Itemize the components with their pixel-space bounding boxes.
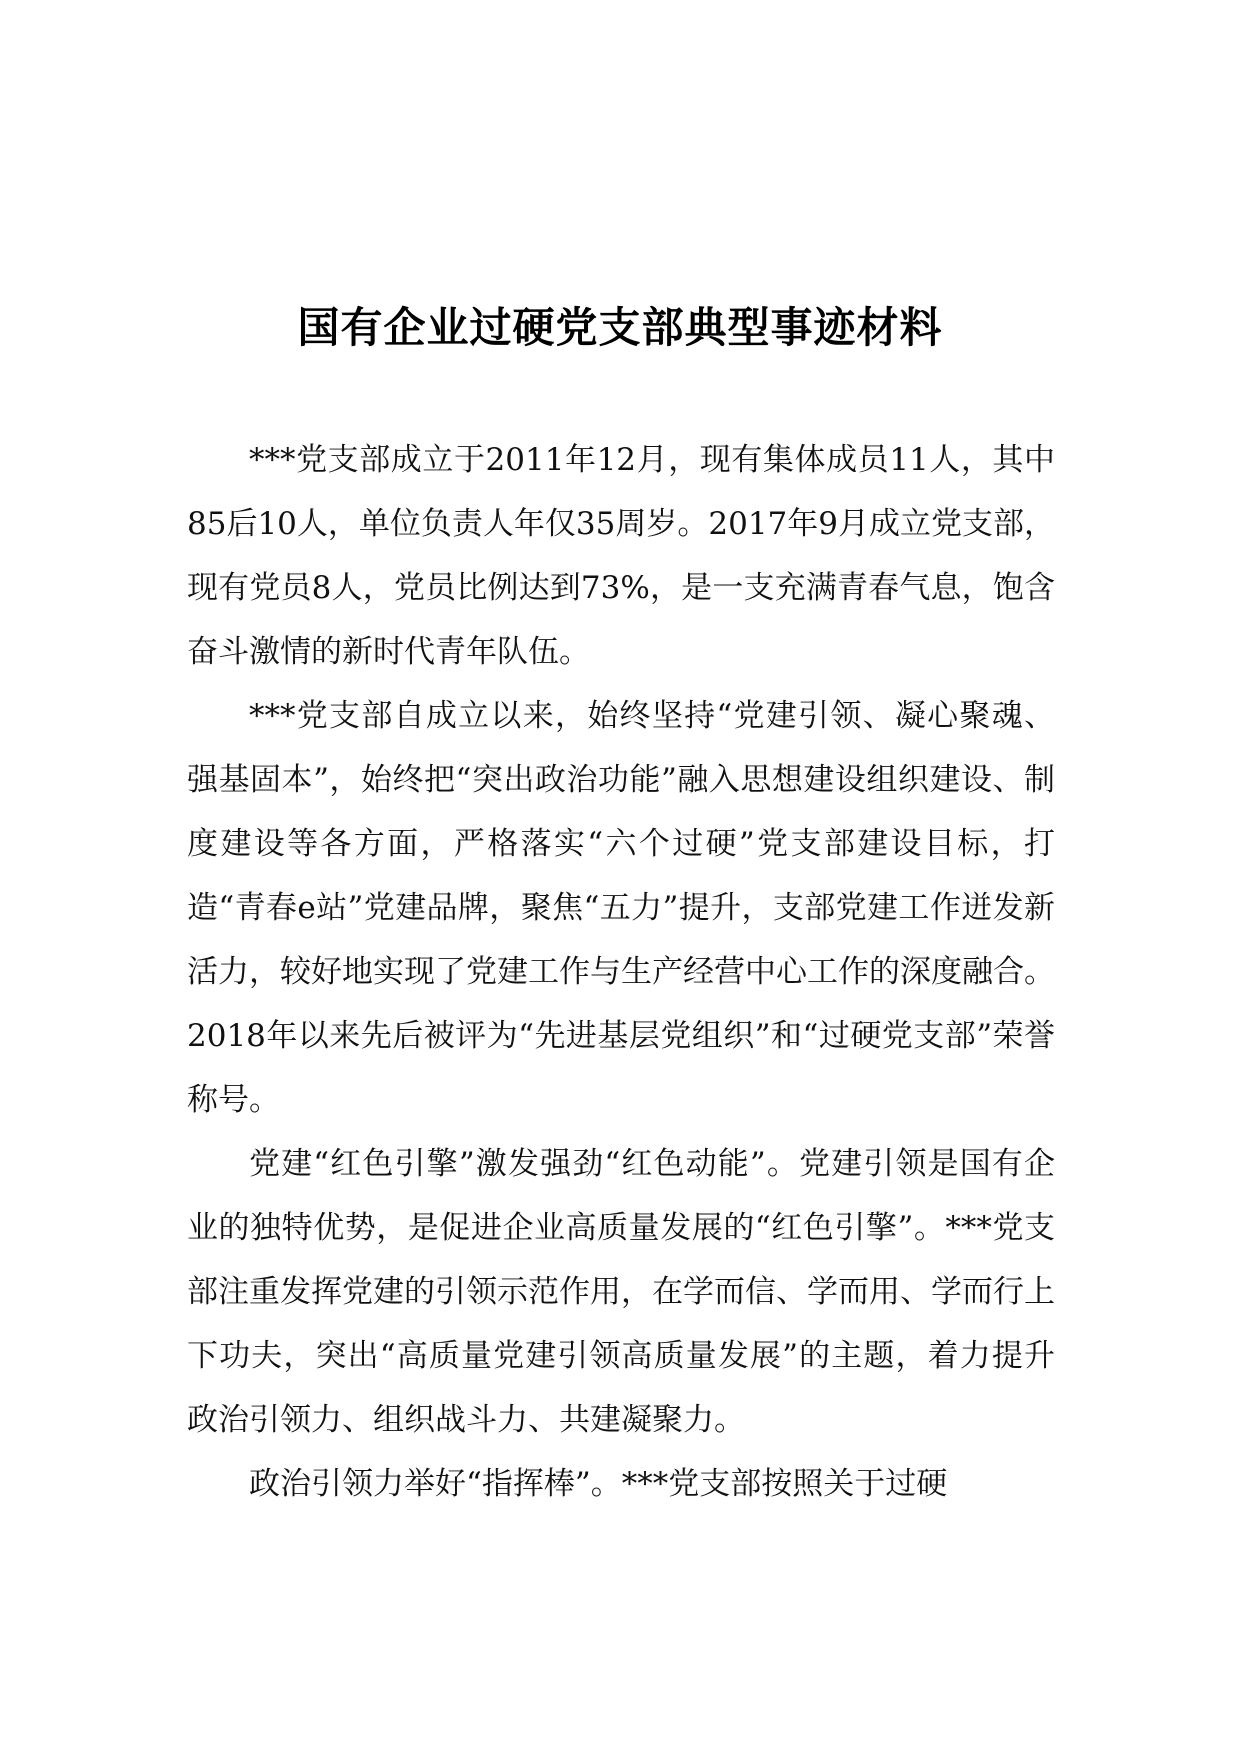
paragraph-1: ***党支部成立于2011年12月，现有集体成员11人，其中85后10人，单位负责人年仅35周岁。2017年9月成立党支部，现有党员8人，党员比例达到73%，是一支充满青春气息，饱含奋斗激情的新时代青年队伍。 bbox=[187, 442, 1055, 670]
document-body bbox=[187, 428, 1055, 1516]
paragraph-4: 政治引领力举好“指挥棒”。***党支部按照关于过硬 bbox=[249, 1466, 948, 1502]
paragraph-2: ***党支部自成立以来，始终坚持“党建引领、凝心聚魂、强基固本”，始终把“突出政治功能”融入思想建设组织建设、制度建设等各方面，严格落实“六个过硬”党支部建设目标，打造“青春e站”党建品牌，聚焦“五力”提升，支部党建工作迸发新活力，较好地实现了党建工作与生产经营中心工作的深度融合。2018年以来先后被评为“先进基层党组织”和“过硬党支部”荣誉称号。 bbox=[187, 698, 1055, 1118]
paragraph-3: 党建“红色引擎”激发强劲“红色动能”。党建引领是国有企业的独特优势，是促进企业高质量发展的“红色引擎”。***党支部注重发挥党建的引领示范作用，在学而信、学而用、学而行上下功夫，突出“高质量党建引领高质量发展”的主题，着力提升政治引领力、组织战斗力、共建凝聚力。 bbox=[187, 1146, 1055, 1438]
document-title: 国有企业过硬党支部典型事迹材料 bbox=[297, 303, 943, 352]
